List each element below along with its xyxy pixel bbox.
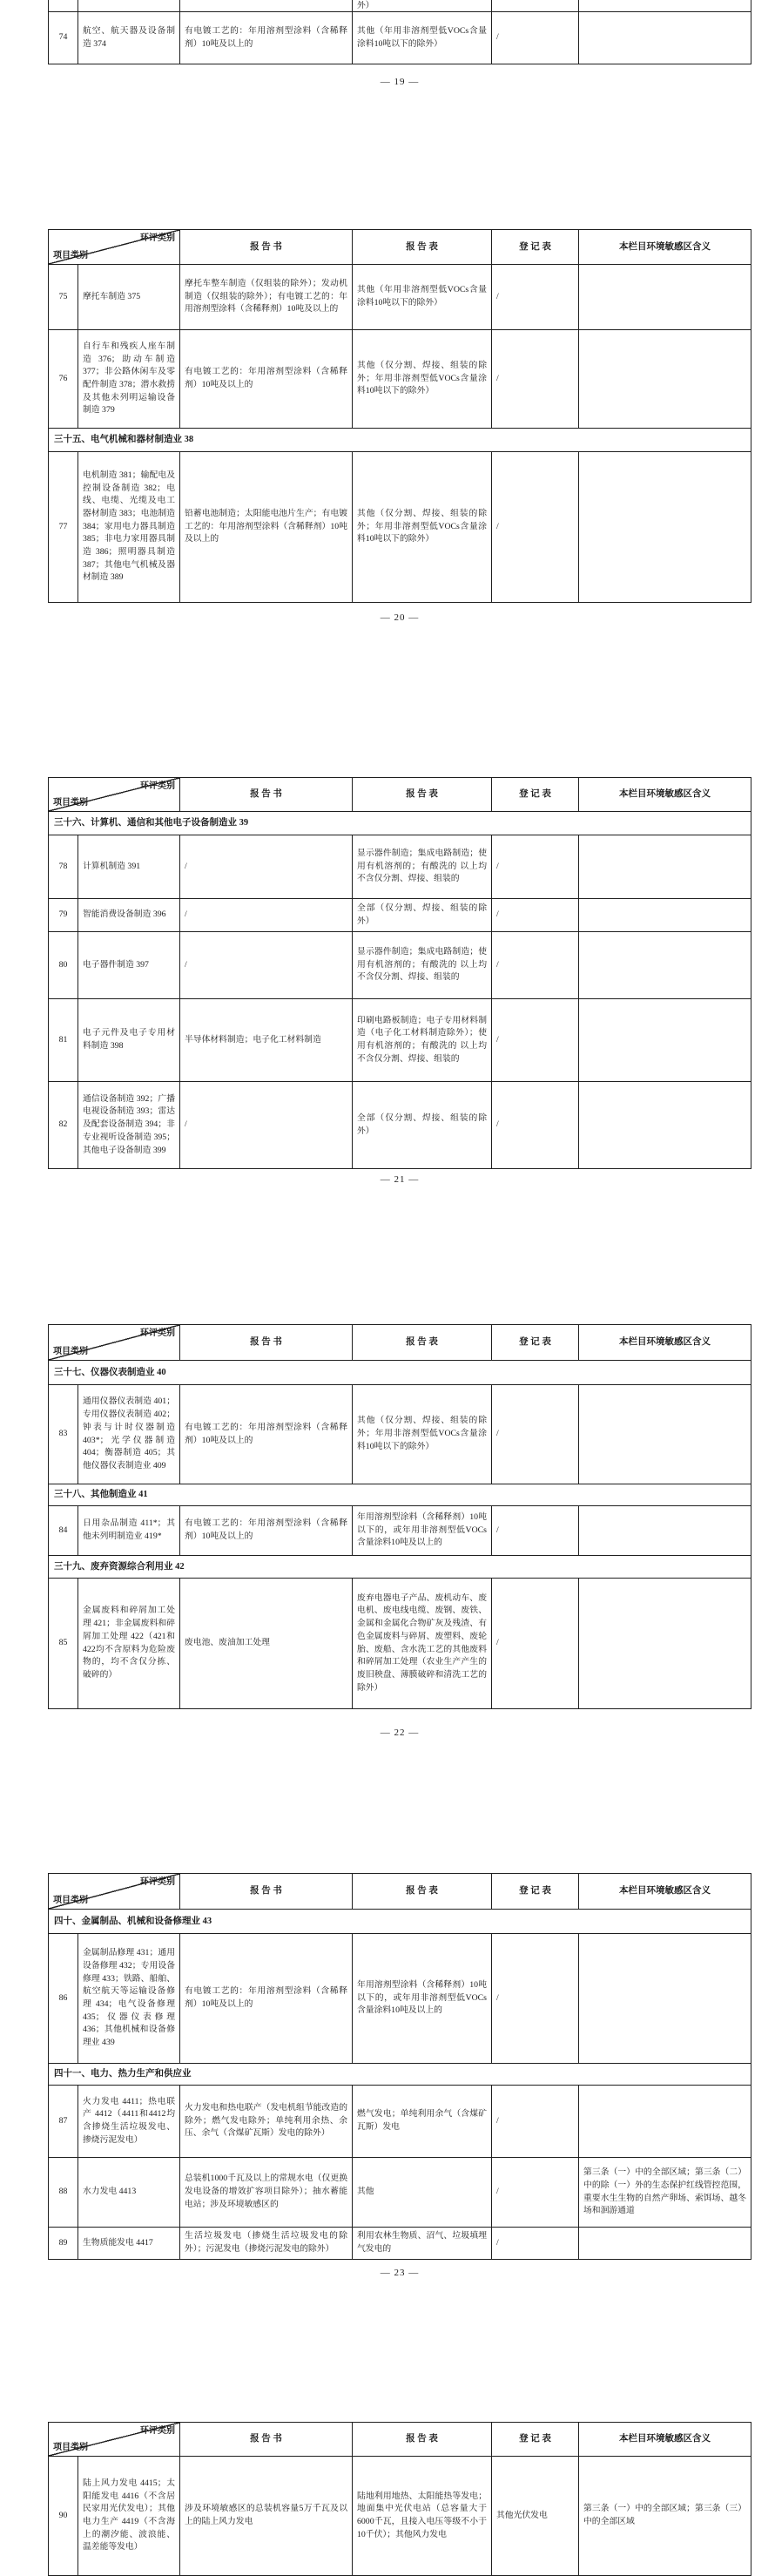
cell-sensitive-area-meaning xyxy=(578,835,751,898)
table-row xyxy=(49,2085,751,2157)
cell-sensitive-area-meaning xyxy=(578,999,751,1081)
category-table-page24-fragment xyxy=(48,2422,751,2576)
cell-report-book: 铅蓄电池制造；太阳能电池片生产；有电镀工艺的：年用溶剂型涂料（含稀释剂）10吨及以上的 xyxy=(179,452,352,602)
cell-registration-form: / xyxy=(491,999,578,1081)
table-row xyxy=(49,11,751,64)
cell-row-number: 74 xyxy=(58,32,68,43)
cell-report-table: 陆地利用地热、太阳能热等发电；地面集中光伏电站（总容量大于6000千瓦，且接入电压等级不小于10千伏）；其他风力发电 xyxy=(352,2457,491,2575)
cell-sensitive-area-meaning: 第三条（一）中的全部区域；第三条（三）中的全部区域 xyxy=(578,2457,751,2575)
table-header-row xyxy=(49,230,751,264)
industry-section-row xyxy=(49,2063,751,2085)
header-label-report-table: 报 告 表 xyxy=(352,230,491,264)
industry-section-title: 四十一、电力、热力生产和供应业 xyxy=(54,2069,192,2079)
header-diagonal-cell xyxy=(49,2423,179,2456)
cell-report-book: / xyxy=(179,932,352,998)
cell-registration-form: / xyxy=(491,899,578,931)
industry-section-title: 三十七、仪器仪表制造业 40 xyxy=(54,1367,166,1377)
industry-section-row xyxy=(49,1360,751,1384)
industry-section-row xyxy=(49,811,751,835)
cell-registration-form: / xyxy=(491,2086,578,2157)
cell-project-category: 日用杂品制造 411*；其他未列明制造业 419* xyxy=(78,1506,179,1555)
cell-report-book: / xyxy=(179,1082,352,1168)
cell-registration-form: / xyxy=(491,452,578,602)
cell-registration-form: 其他光伏发电 xyxy=(491,2457,578,2575)
header-label-report-book: 报 告 书 xyxy=(179,1874,352,1909)
cell-report-table: 废弃电器电子产品、废机动车、废电机、废电线电缆、废钢、废铁、金属和金属化合物矿灰及残渣、有色金属废料与碎屑、废塑料、废轮胎、废船、含水洗工艺的其他废料和碎屑加工处理（农业生产产生的废旧秧盘、薄膜破碎和清洗工艺的除外） xyxy=(352,1579,491,1708)
table-row xyxy=(49,1933,751,2063)
cell-row-number: 87 xyxy=(58,2115,68,2126)
category-table-page22 xyxy=(48,1324,751,1709)
header-label-registration-form: 登 记 表 xyxy=(491,2423,578,2456)
cell-project-category: 通用仪器仪表制造 401；专用仪器仪表制造 402；钟表与计时仪器制造 403*；光学仪器制造 404；衡器制造 405；其他仪器仪表制造业 409 xyxy=(78,1385,179,1484)
cell-sensitive-area-meaning xyxy=(578,12,751,64)
cell-project-category: 自行车和残疾人座车制造 376；助动车制造 377；非公路休闲车及零配件制造 378；潜水救捞及其他未列明运输设备制造 379 xyxy=(78,330,179,428)
header-label-report-book: 报 告 书 xyxy=(179,2423,352,2456)
cell-registration-form: / xyxy=(491,1506,578,1555)
cell-row-number xyxy=(49,0,78,11)
cell-sensitive-area-meaning xyxy=(578,2086,751,2157)
cell-report-book: 废电池、废油加工处理 xyxy=(179,1579,352,1708)
industry-section-row xyxy=(49,428,751,451)
header-label-report-table: 报 告 表 xyxy=(352,778,491,811)
header-label-project-category: 项目类别 xyxy=(53,251,88,260)
cell-project-category: 电子器件制造 397 xyxy=(78,932,179,998)
page-number-23: — 23 — xyxy=(380,2268,420,2278)
header-diagonal-cell xyxy=(49,1874,179,1909)
cell-registration-form: / xyxy=(491,1082,578,1168)
header-label-registration-form: 登 记 表 xyxy=(491,1325,578,1360)
table-row xyxy=(49,2227,751,2259)
cell-project-category: 水力发电 4413 xyxy=(78,2158,179,2227)
cell-row-number: 83 xyxy=(58,1429,68,1439)
header-label-report-book: 报 告 书 xyxy=(179,778,352,811)
header-label-project-category: 项目类别 xyxy=(53,1896,88,1905)
cell-report-book: / xyxy=(179,835,352,898)
cell-report-book xyxy=(179,0,352,11)
cell-sensitive-area-meaning xyxy=(578,452,751,602)
category-table-page23 xyxy=(48,1873,751,2260)
category-table-page19-fragment xyxy=(48,0,751,64)
table-row xyxy=(49,998,751,1081)
cell-row-number: 75 xyxy=(58,291,68,301)
industry-section-title: 三十九、废弃资源综合利用业 42 xyxy=(54,1561,185,1572)
cell-registration-form: / xyxy=(491,330,578,428)
cell-report-table: 利用农林生物质、沼气、垃圾填埋气发电的 xyxy=(352,2228,491,2259)
cell-report-book: 有电镀工艺的：年用溶剂型涂料（含稀释剂）10吨及以上的 xyxy=(179,330,352,428)
cell-report-table: 显示器件制造；集成电路制造；使用有机溶剂的；有酸洗的 以上均不含仅分割、焊接、组装的 xyxy=(352,835,491,898)
category-table-page21 xyxy=(48,777,751,1169)
table-row xyxy=(49,1384,751,1484)
cell-report-book: 半导体材料制造；电子化工材料制造 xyxy=(179,999,352,1081)
header-diagonal-cell xyxy=(49,230,179,264)
table-row xyxy=(49,264,751,329)
page-number-21: — 21 — xyxy=(380,1174,420,1185)
header-label-env-category: 环评类别 xyxy=(140,233,175,243)
cell-sensitive-area-meaning xyxy=(578,932,751,998)
cell-report-book: 生活垃圾发电（掺烧生活垃圾发电的除外）；污泥发电（掺烧污泥发电的除外） xyxy=(179,2228,352,2259)
cell-row-number: 80 xyxy=(58,959,68,970)
cell-project-category: 火力发电 4411；热电联产 4412（4411和4412均含掺烧生活垃圾发电、掺烧污泥发电） xyxy=(78,2086,179,2157)
table-header-row xyxy=(49,778,751,811)
table-row xyxy=(49,2456,751,2575)
header-label-project-category: 项目类别 xyxy=(53,798,88,808)
industry-section-row xyxy=(49,1555,751,1578)
cell-sensitive-area-meaning xyxy=(578,1082,751,1168)
cell-report-book: 有电镀工艺的：年用溶剂型涂料（含稀释剂）10吨及以上的 xyxy=(179,1385,352,1484)
table-header-row xyxy=(49,1874,751,1909)
cell-registration-form: / xyxy=(491,1579,578,1708)
cell-report-table: 其他 xyxy=(352,2158,491,2227)
cell-sensitive-area-meaning xyxy=(578,1506,751,1555)
header-label-env-category: 环评类别 xyxy=(140,781,175,791)
header-label-registration-form: 登 记 表 xyxy=(491,230,578,264)
category-table-page20 xyxy=(48,229,751,603)
cell-registration-form xyxy=(491,0,578,11)
cell-project-category: 电子元件及电子专用材料制造 398 xyxy=(78,999,179,1081)
cell-sensitive-area-meaning xyxy=(578,1385,751,1484)
cell-project-category: 金属制品修理 431；通用设备修理 432；专用设备修理 433；铁路、船舶、航空航天等运输设备修理 434；电气设备修理 435；仪器仪表修理 436；其他机械和设备修理业 439 xyxy=(78,1934,179,2063)
cell-report-table: 显示器件制造；集成电路制造；使用有机溶剂的；有酸洗的 以上均不含仅分割、焊接、组装的 xyxy=(352,932,491,998)
cell-report-table: 年用溶剂型涂料（含稀释剂）10吨以下的，或年用非溶剂型低VOCs含量涂料10吨及以上的 xyxy=(352,1506,491,1555)
cell-row-number: 89 xyxy=(58,2237,68,2248)
cell-registration-form: / xyxy=(491,2158,578,2227)
cell-sensitive-area-meaning xyxy=(578,265,751,329)
table-row xyxy=(49,1578,751,1708)
cell-sensitive-area-meaning xyxy=(578,1934,751,2063)
cell-sensitive-area-meaning xyxy=(578,1579,751,1708)
cell-sensitive-area-meaning xyxy=(578,2228,751,2259)
page-number-20: — 20 — xyxy=(380,612,420,623)
cell-row-number: 86 xyxy=(58,1992,68,2003)
header-label-env-category: 环评类别 xyxy=(140,1329,175,1338)
table-row xyxy=(49,1505,751,1555)
cell-report-book: 涉及环境敏感区的总装机容量5万千瓦及以上的陆上风力发电 xyxy=(179,2457,352,2575)
header-label-sensitive-area-meaning: 本栏目环境敏感区含义 xyxy=(578,230,751,264)
cell-report-table: 外） xyxy=(352,0,491,11)
cell-report-book: / xyxy=(179,899,352,931)
cell-project-category xyxy=(78,0,179,11)
cell-row-number: 76 xyxy=(58,373,68,383)
cell-row-number: 82 xyxy=(58,1119,68,1130)
cell-sensitive-area-meaning xyxy=(578,899,751,931)
header-label-sensitive-area-meaning: 本栏目环境敏感区含义 xyxy=(578,778,751,811)
cell-project-category: 生物质能发电 4417 xyxy=(78,2228,179,2259)
table-header-row xyxy=(49,2423,751,2456)
table-row xyxy=(49,329,751,428)
table-row xyxy=(49,931,751,998)
cell-project-category: 电机制造 381；输配电及控制设备制造 382；电线、电缆、光缆及电工器材制造 383；电池制造 384；家用电力器具制造 385；非电力家用器具制造 386；照明器具制造 387；其他电气机械及器材制造 389 xyxy=(78,452,179,602)
cell-report-table: 其他（仅分割、焊接、组装的除外；年用非溶剂型低VOCs含量涂料10吨以下的除外） xyxy=(352,1385,491,1484)
table-row xyxy=(49,0,751,11)
page-number-19: — 19 — xyxy=(380,77,420,87)
cell-project-category: 陆上风力发电 4415；太阳能发电 4416（不含居民家用光伏发电）；其他电力生产 4419（不含海上的潮汐能、波浪能、温差能等发电） xyxy=(78,2457,179,2575)
cell-report-book: 火力发电和热电联产（发电机组节能改造的除外；燃气发电除外；单纯利用余热、余压、余气（含煤矿瓦斯）发电的除外） xyxy=(179,2086,352,2157)
header-label-project-category: 项目类别 xyxy=(53,2443,88,2452)
cell-registration-form: / xyxy=(491,12,578,64)
cell-sensitive-area-meaning xyxy=(578,330,751,428)
cell-project-category: 金属废料和碎屑加工处理 421；非金属废料和碎屑加工处理 422（421和422均不含原料为危险废物的，均不含仅分拣、破碎的） xyxy=(78,1579,179,1708)
industry-section-row xyxy=(49,1909,751,1933)
cell-report-table: 其他（仅分割、焊接、组装的除外；年用非溶剂型低VOCs含量涂料10吨以下的除外） xyxy=(352,330,491,428)
cell-row-number: 90 xyxy=(58,2510,68,2520)
cell-sensitive-area-meaning xyxy=(578,0,751,11)
header-label-report-book: 报 告 书 xyxy=(179,230,352,264)
industry-section-row xyxy=(49,1484,751,1505)
table-header-row xyxy=(49,1325,751,1360)
cell-report-table: 年用溶剂型涂料（含稀释剂）10吨以下的，或年用非溶剂型低VOCs含量涂料10吨及以上的 xyxy=(352,1934,491,2063)
header-diagonal-cell xyxy=(49,778,179,811)
cell-report-table: 印刷电路板制造；电子专用材料制造（电子化工材料制造除外）；使用有机溶剂的；有酸洗的 以上均不含仅分割、焊接、组装的 xyxy=(352,999,491,1081)
cell-project-category: 通信设备制造 392；广播电视设备制造 393；雷达及配套设备制造 394；非专业视听设备制造 395；其他电子设备制造 399 xyxy=(78,1082,179,1168)
header-label-report-table: 报 告 表 xyxy=(352,2423,491,2456)
header-label-report-table: 报 告 表 xyxy=(352,1325,491,1360)
table-row xyxy=(49,1081,751,1168)
header-label-sensitive-area-meaning: 本栏目环境敏感区含义 xyxy=(578,2423,751,2456)
industry-section-title: 三十六、计算机、通信和其他电子设备制造业 39 xyxy=(54,818,249,828)
header-label-env-category: 环评类别 xyxy=(140,1877,175,1887)
cell-report-book: 有电镀工艺的：年用溶剂型涂料（含稀释剂）10吨及以上的 xyxy=(179,12,352,64)
table-row xyxy=(49,835,751,898)
cell-row-number: 88 xyxy=(58,2187,68,2197)
cell-report-table: 全部（仅分割、焊接、组装的除外） xyxy=(352,899,491,931)
cell-report-book: 有电镀工艺的：年用溶剂型涂料（含稀释剂）10吨及以上的 xyxy=(179,1506,352,1555)
cell-report-table: 其他（年用非溶剂型低VOCs含量涂料10吨以下的除外） xyxy=(352,12,491,64)
cell-report-table: 燃气发电；单纯利用余气（含煤矿瓦斯）发电 xyxy=(352,2086,491,2157)
header-label-project-category: 项目类别 xyxy=(53,1347,88,1356)
header-diagonal-cell xyxy=(49,1325,179,1360)
cell-report-book: 有电镀工艺的：年用溶剂型涂料（含稀释剂）10吨及以上的 xyxy=(179,1934,352,2063)
cell-row-number: 84 xyxy=(58,1525,68,1535)
table-row xyxy=(49,898,751,931)
cell-registration-form: / xyxy=(491,2228,578,2259)
cell-report-book: 摩托车整车制造（仅组装的除外）；发动机制造（仅组装的除外）；有电镀工艺的：年用溶剂型涂料（含稀释剂）10吨及以上的 xyxy=(179,265,352,329)
table-row xyxy=(49,2157,751,2227)
header-label-sensitive-area-meaning: 本栏目环境敏感区含义 xyxy=(578,1325,751,1360)
cell-row-number: 79 xyxy=(58,909,68,920)
cell-report-table: 其他（年用非溶剂型低VOCs含量涂料10吨以下的除外） xyxy=(352,265,491,329)
header-label-env-category: 环评类别 xyxy=(140,2426,175,2436)
cell-report-table: 其他（仅分割、焊接、组装的除外；年用非溶剂型低VOCs含量涂料10吨以下的除外） xyxy=(352,452,491,602)
cell-project-category: 计算机制造 391 xyxy=(78,835,179,898)
cell-registration-form: / xyxy=(491,1934,578,2063)
cell-row-number: 77 xyxy=(58,521,68,531)
industry-section-title: 三十八、其他制造业 41 xyxy=(54,1490,148,1500)
header-label-sensitive-area-meaning: 本栏目环境敏感区含义 xyxy=(578,1874,751,1909)
cell-registration-form: / xyxy=(491,932,578,998)
cell-project-category: 航空、航天器及设备制造 374 xyxy=(78,12,179,64)
header-label-report-book: 报 告 书 xyxy=(179,1325,352,1360)
cell-row-number: 78 xyxy=(58,861,68,871)
header-label-registration-form: 登 记 表 xyxy=(491,778,578,811)
cell-report-table: 全部（仅分割、焊接、组装的除外） xyxy=(352,1082,491,1168)
cell-project-category: 摩托车制造 375 xyxy=(78,265,179,329)
cell-sensitive-area-meaning: 第三条（一）中的全部区域；第三条（二）中的除（一）外的生态保护红线管控范围，重要水生生物的自然产卵场、索饵场、越冬场和洄游通道 xyxy=(578,2158,751,2227)
header-label-report-table: 报 告 表 xyxy=(352,1874,491,1909)
cell-registration-form: / xyxy=(491,265,578,329)
header-label-registration-form: 登 记 表 xyxy=(491,1874,578,1909)
cell-row-number: 81 xyxy=(58,1034,68,1045)
cell-row-number: 85 xyxy=(58,1638,68,1648)
cell-report-book: 总装机1000千瓦及以上的常规水电（仅更换发电设备的增效扩容项目除外）；抽水蓄能电站；涉及环境敏感区的 xyxy=(179,2158,352,2227)
industry-section-title: 三十五、电气机械和器材制造业 38 xyxy=(54,435,194,445)
cell-project-category: 智能消费设备制造 396 xyxy=(78,899,179,931)
cell-registration-form: / xyxy=(491,1385,578,1484)
cell-registration-form: / xyxy=(491,835,578,898)
page-number-22: — 22 — xyxy=(380,1727,420,1738)
industry-section-title: 四十、金属制品、机械和设备修理业 43 xyxy=(54,1916,212,1926)
table-row xyxy=(49,451,751,602)
